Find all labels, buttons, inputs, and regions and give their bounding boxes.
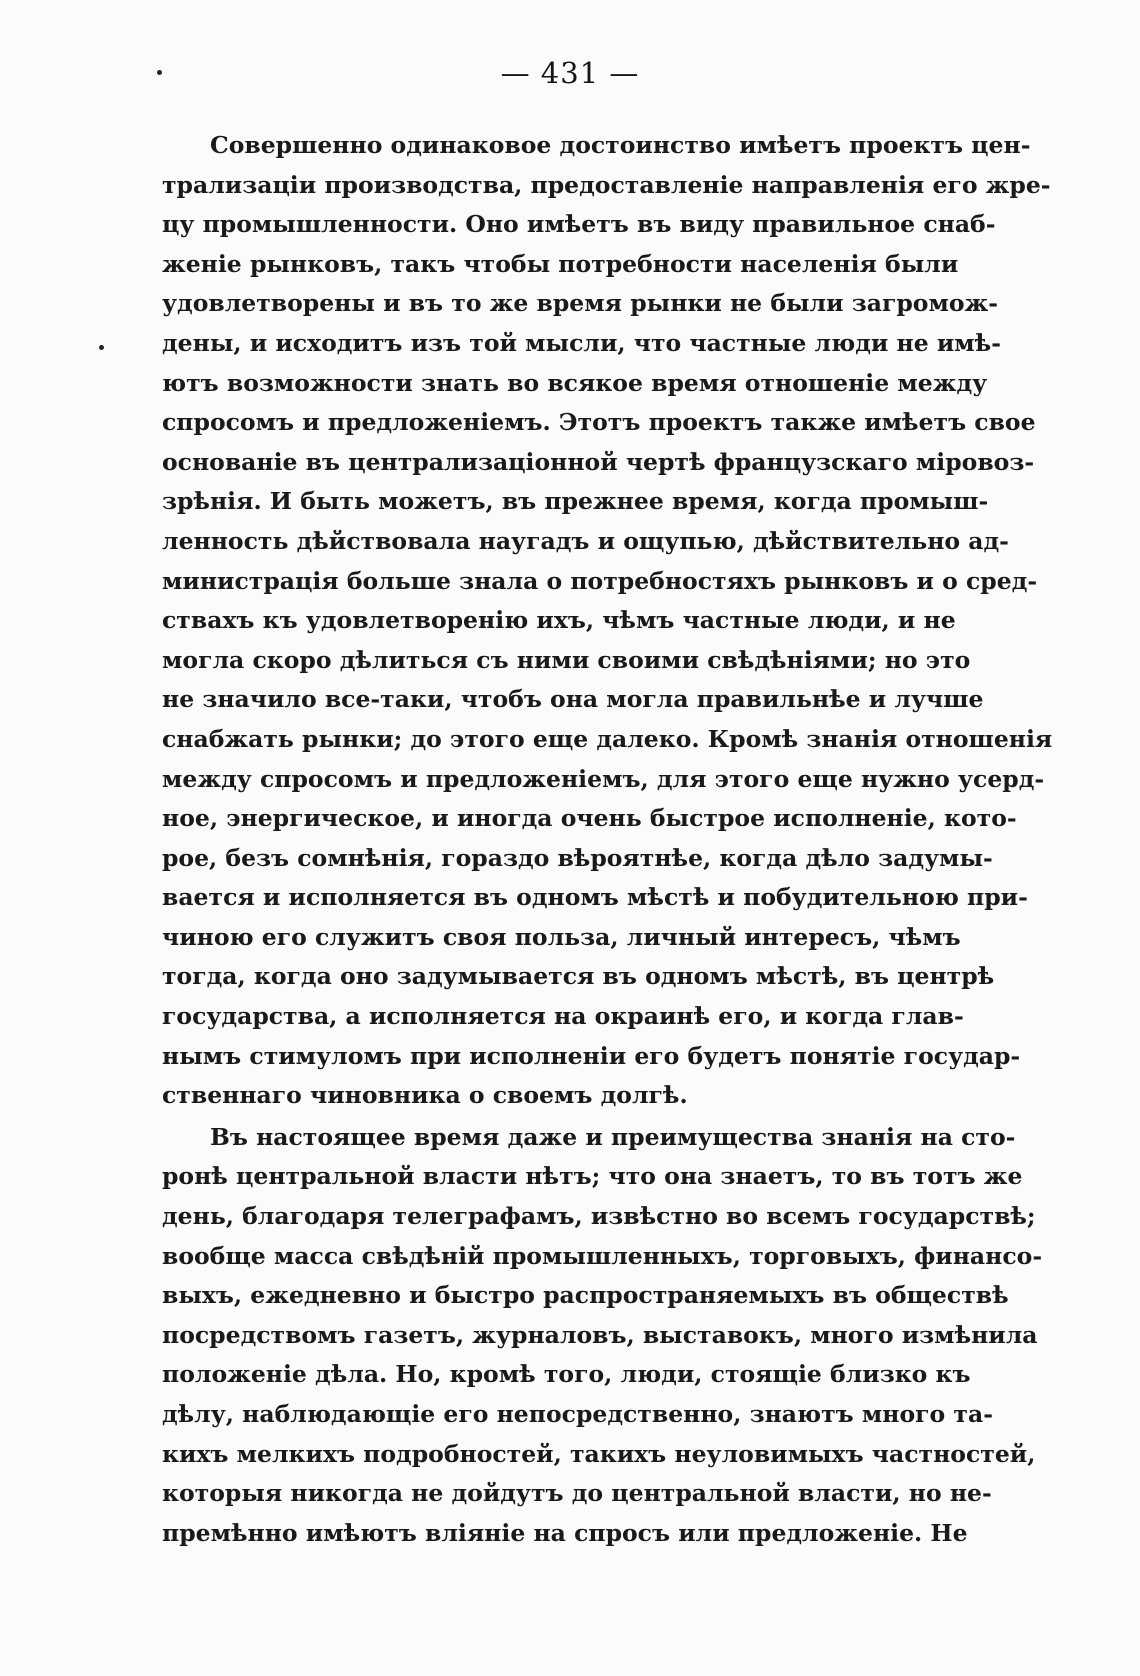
text-line: день, благодаря телеграфамъ, извѣстно во всемъ государствѣ; bbox=[162, 1202, 1036, 1231]
text-line: выхъ, ежедневно и быстро распространяемыхъ въ обществѣ bbox=[162, 1281, 1009, 1310]
text-line: трализаціи производства, предоставленіе направленія его жре- bbox=[162, 170, 1051, 199]
text-line: спросомъ и предложеніемъ. Этотъ проектъ также имѣетъ свое bbox=[162, 408, 1036, 437]
text-line: основаніе въ централизаціонной чертѣ французскаго міровоз- bbox=[162, 447, 1035, 476]
text-line: ствахъ къ удовлетворенію ихъ, чѣмъ частные люди, и не bbox=[162, 606, 956, 635]
text-line: удовлетворены и въ то же время рынки не были загромож- bbox=[162, 289, 999, 318]
text-line: не значило все-таки, чтобъ она могла правильнѣе и лучше bbox=[162, 685, 984, 714]
text-line: между спросомъ и предложеніемъ, для этого еще нужно усерд- bbox=[162, 764, 1045, 793]
print-speck bbox=[157, 70, 162, 75]
page-number: — 431 — bbox=[500, 56, 640, 90]
text-line: цу промышленности. Оно имѣетъ въ виду правильное снаб- bbox=[162, 210, 996, 239]
text-line: нымъ стимуломъ при исполненіи его будетъ понятіе государ- bbox=[162, 1041, 1021, 1070]
text-line: посредствомъ газетъ, журналовъ, выставокъ, много измѣнила bbox=[162, 1320, 1038, 1349]
text-line: рое, безъ сомнѣнія, гораздо вѣроятнѣе, когда дѣло задумы- bbox=[162, 843, 993, 872]
text-line: дѣлу, наблюдающіе его непосредственно, знаютъ много та- bbox=[162, 1400, 993, 1428]
text-line: ное, энергическое, и иногда очень быстрое исполненіе, кото- bbox=[162, 804, 1017, 833]
text-line: ственнаго чиновника о своемъ долгѣ. bbox=[162, 1081, 688, 1110]
text-line: дены, и исходитъ изъ той мысли, что частные люди не имѣ- bbox=[162, 328, 1001, 357]
text-line: которыя никогда не дойдутъ до центральной власти, но не- bbox=[162, 1479, 992, 1508]
text-line: могла скоро дѣлиться съ ними своими свѣдѣніями; но это bbox=[162, 645, 971, 674]
text-line: ронѣ центральной власти нѣтъ; что она знаетъ, то въ тотъ же bbox=[162, 1162, 1023, 1191]
paragraph-1 bbox=[162, 126, 1053, 1116]
text-line: тогда, когда оно задумывается въ одномъ мѣстѣ, въ центрѣ bbox=[162, 962, 995, 991]
text-line: министрація больше знала о потребностяхъ рынковъ и о сред- bbox=[162, 566, 1038, 595]
text-line: женіе рынковъ, такъ чтобы потребности населенія были bbox=[162, 249, 959, 278]
text-line: Въ настоящее время даже и преимущества знанія на сто- bbox=[210, 1122, 1016, 1151]
text-line: государства, а исполняется на окраинѣ его, и когда глав- bbox=[162, 1002, 964, 1031]
text-line: премѣнно имѣютъ вліяніе на спросъ или предложеніе. Не bbox=[162, 1518, 968, 1547]
text-line: снабжать рынки; до этого еще далеко. Кромѣ знанія отношенія bbox=[162, 724, 1053, 753]
text-line: зрѣнія. И быть можетъ, въ прежнее время, когда промыш- bbox=[162, 487, 989, 516]
text-line: вается и исполняется въ одномъ мѣстѣ и побудительною при- bbox=[162, 883, 1028, 912]
text-line: кихъ мелкихъ подробностей, такихъ неуловимыхъ частностей, bbox=[162, 1439, 1036, 1468]
text-line: ютъ возможности знать во всякое время отношеніе между bbox=[162, 368, 988, 397]
text-line: Совершенно одинаковое достоинство имѣетъ проектъ цен- bbox=[210, 131, 1031, 159]
body-text bbox=[162, 126, 1053, 1553]
text-line: положеніе дѣла. Но, кромѣ того, люди, стоящіе близко къ bbox=[162, 1360, 971, 1389]
paragraph-2 bbox=[162, 1118, 1043, 1554]
print-speck bbox=[99, 345, 104, 350]
text-line: ленность дѣйствовала наугадъ и ощупью, дѣйствительно ад- bbox=[162, 526, 1009, 555]
text-line: чиною его служитъ своя польза, личный интересъ, чѣмъ bbox=[162, 922, 961, 951]
text-line: вообще масса свѣдѣній промышленныхъ, торговыхъ, финансо- bbox=[162, 1241, 1043, 1270]
